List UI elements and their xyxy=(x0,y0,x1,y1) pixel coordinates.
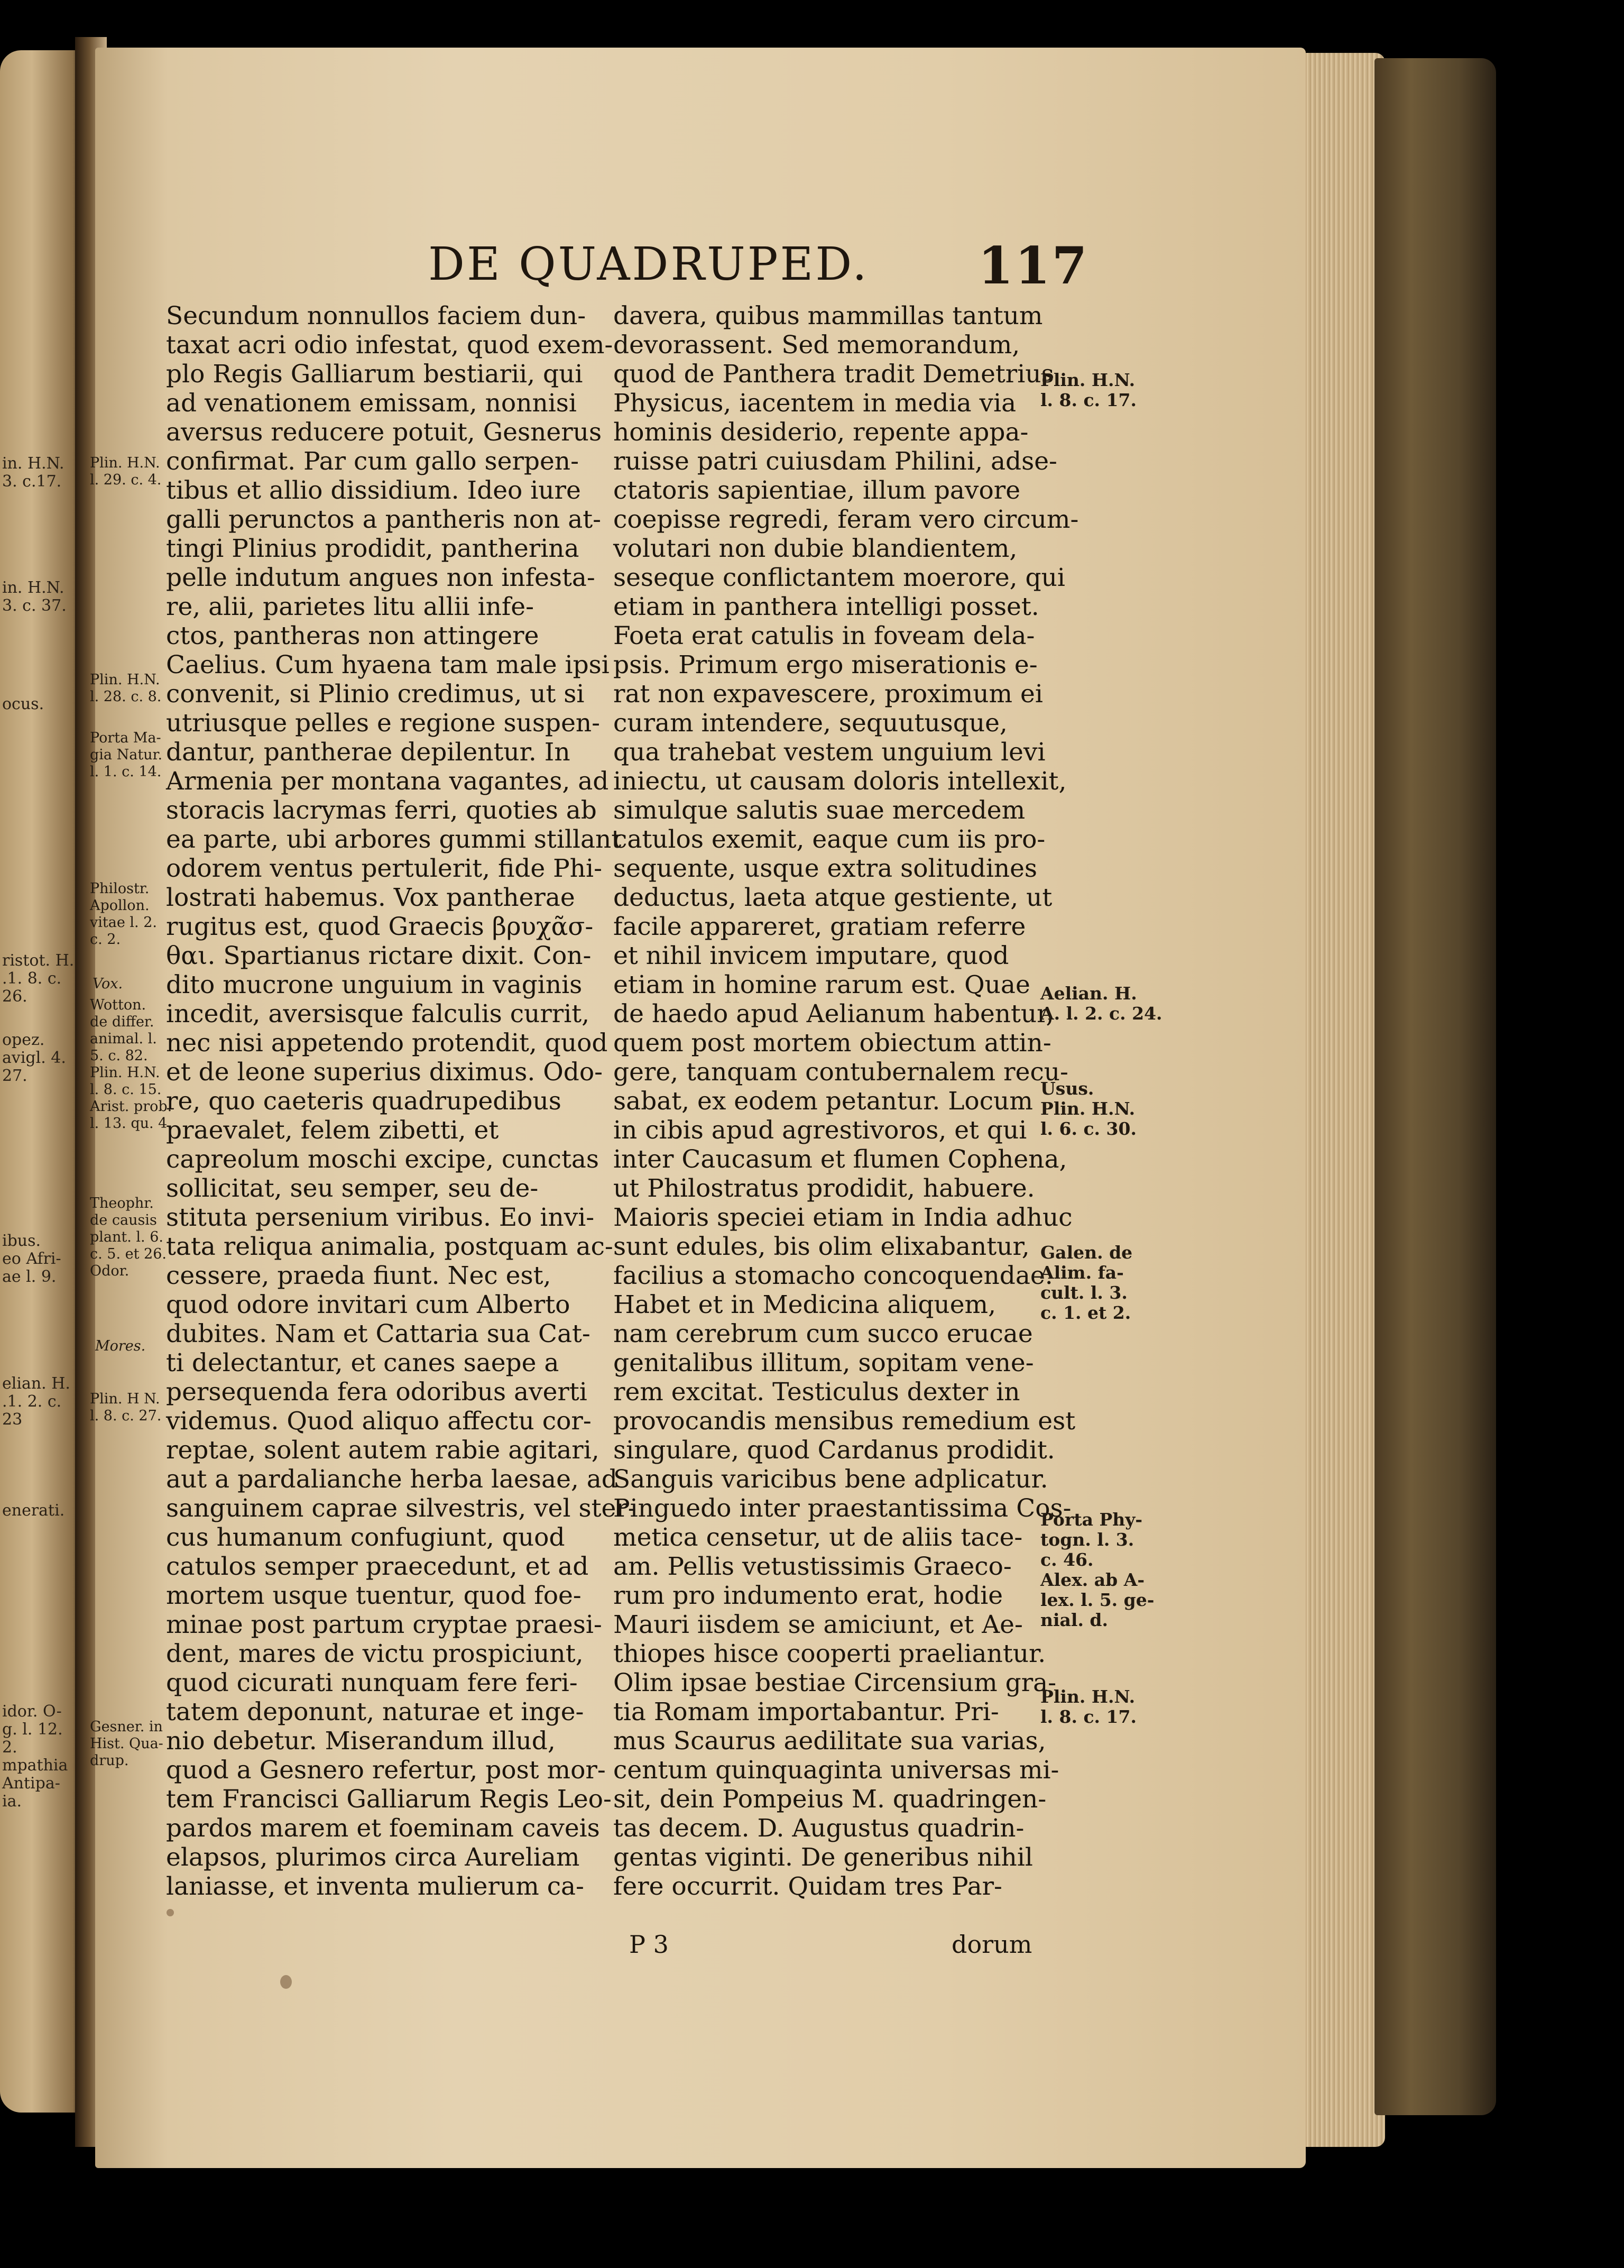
text-line: sollicitat, seu semper, seu de- xyxy=(166,1174,539,1203)
text-line: ti delectantur, et canes saepe a xyxy=(166,1348,559,1378)
left-fragment: idor. O- g. l. 12. 2. mpathia Antipa- ia. xyxy=(2,1702,68,1811)
margin-note: Mores. xyxy=(95,1338,146,1354)
margin-note: Plin. H.N. l. 8. c. 17. xyxy=(1040,370,1137,410)
text-line: videmus. Quod aliquo affectu cor- xyxy=(166,1407,592,1436)
text-line: am. Pellis vetustissimis Graeco- xyxy=(613,1552,1012,1581)
text-line: dantur, pantherae depilentur. In xyxy=(166,738,570,767)
text-line: quod cicurati nunquam fere feri- xyxy=(166,1668,578,1697)
left-fragment: ibus. eo Afri- ae l. 9. xyxy=(2,1232,61,1286)
text-line: taxat acri odio infestat, quod exem- xyxy=(166,330,613,360)
left-fragment: in. H.N. 3. c. 37. xyxy=(2,579,67,615)
margin-note: Usus. Plin. H.N. l. 6. c. 30. xyxy=(1040,1078,1137,1139)
text-line: ut Philostratus prodidit, habuere. xyxy=(613,1174,1035,1203)
text-line: pardos marem et foeminam caveis xyxy=(166,1814,600,1843)
text-line: nec nisi appetendo protendit, quod xyxy=(166,1029,608,1058)
text-line: in cibis apud agrestivoros, et qui xyxy=(613,1116,1027,1145)
signature-mark: P 3 xyxy=(629,1930,669,1959)
text-line: nio debetur. Miserandum illud, xyxy=(166,1727,556,1756)
text-line: davera, quibus mammillas tantum xyxy=(613,301,1043,330)
text-line: tata reliqua animalia, postquam ac- xyxy=(166,1232,613,1261)
text-line: tatem deponunt, naturae et inge- xyxy=(166,1697,584,1727)
text-line: ad venationem emissam, nonnisi xyxy=(166,389,577,418)
margin-note: Porta Ma- gia Natur. l. 1. c. 14. xyxy=(90,730,163,780)
text-line: rat non expavescere, proximum ei xyxy=(613,680,1043,709)
text-line: tibus et allio dissidium. Ideo iure xyxy=(166,476,581,505)
left-fragment: enerati. xyxy=(2,1501,65,1520)
margin-note: Plin. H N. l. 8. c. 27. xyxy=(90,1391,162,1424)
text-line: psis. Primum ergo miserationis e- xyxy=(613,650,1038,680)
text-line: etiam in homine rarum est. Quae xyxy=(613,970,1030,999)
text-line: et nihil invicem imputare, quod xyxy=(613,941,1009,970)
text-line: galli perunctos a pantheris non at- xyxy=(166,505,602,534)
text-line: coepisse regredi, feram vero circum- xyxy=(613,505,1079,534)
left-fragment: opez. avigl. 4. 27. xyxy=(2,1031,66,1085)
text-line: aversus reducere potuit, Gesnerus xyxy=(166,418,602,447)
text-line: reptae, solent autem rabie agitari, xyxy=(166,1436,599,1465)
text-line: persequenda fera odoribus averti xyxy=(166,1378,587,1407)
text-line: convenit, si Plinio credimus, ut si xyxy=(166,680,585,709)
text-line: Olim ipsae bestiae Circensium gra- xyxy=(613,1668,1057,1697)
text-line: simulque salutis suae mercedem xyxy=(613,796,1026,825)
text-line: gere, tanquam contubernalem recu- xyxy=(613,1058,1068,1087)
text-line: quem post mortem obiectum attin- xyxy=(613,1029,1051,1058)
text-line: Secundum nonnullos faciem dun- xyxy=(166,301,586,330)
text-line: stituta persenium viribus. Eo invi- xyxy=(166,1203,595,1232)
text-line: nam cerebrum cum succo erucae xyxy=(613,1319,1033,1348)
text-line: Mauri iisdem se amiciunt, et Ae- xyxy=(613,1610,1023,1639)
text-line: devorassent. Sed memorandum, xyxy=(613,330,1020,360)
text-line: ctatoris sapientiae, illum pavore xyxy=(613,476,1021,505)
book-cover xyxy=(1374,58,1496,2115)
left-fragment: ristot. H. .1. 8. c. 26. xyxy=(2,951,75,1006)
text-line: re, alii, parietes litu allii infe- xyxy=(166,592,534,621)
margin-note: Philostr. Apollon. vitae l. 2. c. 2. xyxy=(90,880,157,948)
text-line: sabat, ex eodem petantur. Locum xyxy=(613,1087,1033,1116)
text-line: deductus, laeta atque gestiente, ut xyxy=(613,883,1053,912)
text-line: aut a pardalianche herba laesae, ad xyxy=(166,1465,617,1494)
text-line: centum quinquaginta universas mi- xyxy=(613,1756,1059,1785)
running-head: DE QUADRUPED. xyxy=(428,238,869,291)
text-line: facilius a stomacho concoquendae. xyxy=(613,1261,1053,1290)
text-line: seseque conflictantem moerore, qui xyxy=(613,563,1065,592)
text-line: quod de Panthera tradit Demetrius xyxy=(613,360,1054,389)
margin-note: Plin. H.N. l. 28. c. 8. xyxy=(90,672,162,705)
text-line: confirmat. Par cum gallo serpen- xyxy=(166,447,579,476)
text-line: Sanguis varicibus bene adplicatur. xyxy=(613,1465,1048,1494)
text-line: inter Caucasum et flumen Cophena, xyxy=(613,1145,1067,1174)
ink-stain xyxy=(280,1975,292,1989)
ink-stain xyxy=(167,1909,174,1916)
text-line: quod a Gesnero refertur, post mor- xyxy=(166,1756,606,1785)
text-line: et de leone superius diximus. Odo- xyxy=(166,1058,603,1087)
text-line: fere occurrit. Quidam tres Par- xyxy=(613,1872,1002,1901)
text-line: etiam in panthera intelligi posset. xyxy=(613,592,1039,621)
text-line: Habet et in Medicina aliquem, xyxy=(613,1290,996,1319)
text-line: sunt edules, bis olim elixabantur, xyxy=(613,1232,1030,1261)
text-line: gentas viginti. De generibus nihil xyxy=(613,1843,1033,1872)
left-page-fragments xyxy=(0,455,77,1988)
text-line: tas decem. D. Augustus quadrin- xyxy=(613,1814,1025,1843)
text-line: Physicus, iacentem in media via xyxy=(613,389,1017,418)
text-line: rum pro indumento erat, hodie xyxy=(613,1581,1003,1610)
text-line: praevalet, felem zibetti, et xyxy=(166,1116,499,1145)
text-line: Armenia per montana vagantes, ad xyxy=(166,767,609,796)
text-line: sit, dein Pompeius M. quadringen- xyxy=(613,1785,1047,1814)
margin-note: Aelian. H. A. l. 2. c. 24. xyxy=(1040,983,1162,1024)
margin-note: Gesner. in Hist. Qua- drup. xyxy=(90,1719,163,1769)
margin-note: Theophr. de causis plant. l. 6. c. 5. et 26. Odor. xyxy=(90,1195,167,1279)
catchword: dorum xyxy=(952,1930,1032,1959)
text-line: dito mucrone unguium in vaginis xyxy=(166,970,583,999)
text-line: laniasse, et inventa mulierum ca- xyxy=(166,1872,584,1901)
text-line: catulos semper praecedunt, et ad xyxy=(166,1552,589,1581)
text-line: lostrati habemus. Vox pantherae xyxy=(166,883,575,912)
margin-note: Vox. xyxy=(93,976,123,992)
text-line: incedit, aversisque falculis currit, xyxy=(166,999,590,1029)
text-line: rem excitat. Testiculus dexter in xyxy=(613,1378,1020,1407)
text-line: hominis desiderio, repente appa- xyxy=(613,418,1029,447)
text-line: Maioris speciei etiam in India adhuc xyxy=(613,1203,1073,1232)
page-header xyxy=(412,233,1089,307)
text-line: sequente, usque extra solitudines xyxy=(613,854,1038,883)
text-line: Foeta erat catulis in foveam dela- xyxy=(613,621,1035,650)
text-column-left xyxy=(166,301,636,1901)
text-line: genitalibus illitum, sopitam vene- xyxy=(613,1348,1034,1378)
text-column-right xyxy=(613,301,1079,1901)
text-line: cus humanum confugiunt, quod xyxy=(166,1523,565,1552)
text-line: mus Scaurus aedilitate sua varias, xyxy=(613,1727,1046,1756)
margin-note: Wotton. de differ. animal. l. 5. c. 82. Plin. H.N. l. 8. c. 15. Arist. prob. l. 13. qu. 4. xyxy=(90,997,172,1132)
margin-note: Galen. de Alim. fa- cult. l. 3. c. 1. et 2. xyxy=(1040,1242,1133,1323)
text-line: metica censetur, ut de aliis tace- xyxy=(613,1523,1023,1552)
text-line: tingi Plinius prodidit, pantherina xyxy=(166,534,579,563)
text-line: Caelius. Cum hyaena tam male ipsi xyxy=(166,650,610,680)
text-line: elapsos, plurimos circa Aureliam xyxy=(166,1843,580,1872)
text-line: cessere, praeda fiunt. Nec est, xyxy=(166,1261,551,1290)
text-line: volutari non dubie blandientem, xyxy=(613,534,1018,563)
text-line: minae post partum cryptae praesi- xyxy=(166,1610,602,1639)
text-line: utriusque pelles e regione suspen- xyxy=(166,709,601,738)
left-fragment: in. H.N. 3. c.17. xyxy=(2,454,64,491)
left-fragment: elian. H. .1. 2. c. 23 xyxy=(2,1374,70,1429)
text-line: qua trahebat vestem unguium levi xyxy=(613,738,1046,767)
text-line: curam intendere, sequutusque, xyxy=(613,709,1008,738)
text-line: pelle indutum angues non infesta- xyxy=(166,563,595,592)
margin-note: Porta Phy- togn. l. 3. c. 46. Alex. ab A- lex. l. 5. ge- nial. d. xyxy=(1040,1509,1155,1630)
page-number: 117 xyxy=(978,236,1089,296)
text-line: plo Regis Galliarum bestiarii, qui xyxy=(166,360,583,389)
text-line: re, quo caeteris quadrupedibus xyxy=(166,1087,561,1116)
text-line: de haedo apud Aelianum habentur, xyxy=(613,999,1054,1029)
margin-note: Plin. H.N. l. 29. c. 4. xyxy=(90,455,162,488)
text-line: rugitus est, quod Graecis βρυχᾶσ- xyxy=(166,912,594,941)
text-line: quod odore invitari cum Alberto xyxy=(166,1290,570,1319)
text-line: ea parte, ubi arbores gummi stillant xyxy=(166,825,622,854)
text-line: catulos exemit, eaque cum iis pro- xyxy=(613,825,1046,854)
text-line: ruisse patri cuiusdam Philini, adse- xyxy=(613,447,1057,476)
text-line: sanguinem caprae silvestris, vel ster- xyxy=(166,1494,636,1523)
text-line: facile appareret, gratiam referre xyxy=(613,912,1026,941)
text-line: dent, mares de victu prospiciunt, xyxy=(166,1639,584,1668)
margin-note: Plin. H.N. l. 8. c. 17. xyxy=(1040,1686,1137,1727)
text-line: Pinguedo inter praestantissima Cos- xyxy=(613,1494,1072,1523)
text-line: tia Romam importabantur. Pri- xyxy=(613,1697,999,1727)
text-line: tem Francisci Galliarum Regis Leo- xyxy=(166,1785,612,1814)
text-line: thiopes hisce cooperti praeliantur. xyxy=(613,1639,1046,1668)
text-line: capreolum moschi excipe, cunctas xyxy=(166,1145,599,1174)
text-line: dubites. Nam et Cattaria sua Cat- xyxy=(166,1319,590,1348)
text-line: θαι. Spartianus rictare dixit. Con- xyxy=(166,941,592,970)
text-line: mortem usque tuentur, quod foe- xyxy=(166,1581,582,1610)
text-line: iniectu, ut causam doloris intellexit, xyxy=(613,767,1067,796)
text-line: singulare, quod Cardanus prodidit. xyxy=(613,1436,1055,1465)
text-line: odorem ventus pertulerit, fide Phi- xyxy=(166,854,602,883)
text-line: provocandis mensibus remedium est xyxy=(613,1407,1076,1436)
left-fragment: ocus. xyxy=(2,695,44,713)
text-line: ctos, pantheras non attingere xyxy=(166,621,539,650)
text-line: storacis lacrymas ferri, quoties ab xyxy=(166,796,597,825)
